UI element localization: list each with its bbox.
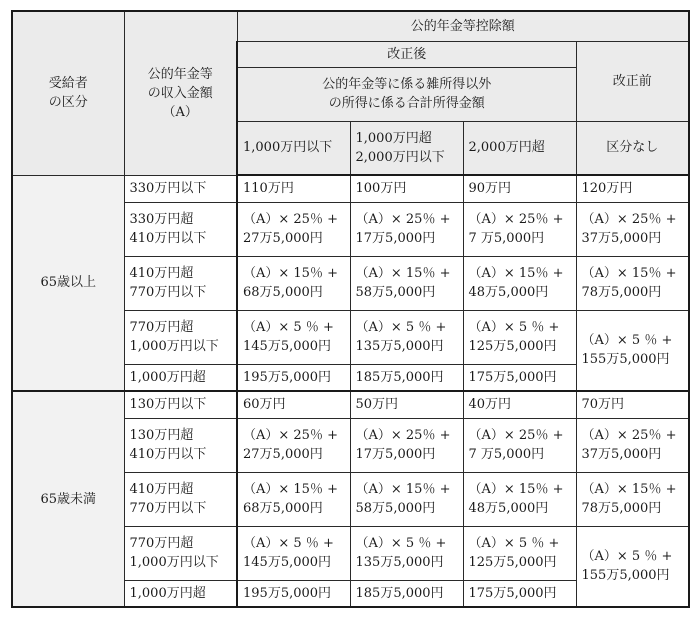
deduction-cell-under-10m: （A）× 25％ + 27万5,000円 xyxy=(237,202,350,256)
header-deduction-title: 公的年金等控除額 xyxy=(237,11,689,41)
deduction-cell-under-10m: 60万円 xyxy=(237,391,350,418)
deduction-cell-10m-20m: （A）× 5 ％ + 135万5,000円 xyxy=(350,310,463,364)
deduction-cell-under-10m: 195万5,000円 xyxy=(237,364,350,391)
deduction-cell-10m-20m: （A）× 25％ + 17万5,000円 xyxy=(350,418,463,472)
deduction-cell-before-revision: 120万円 xyxy=(576,175,689,202)
deduction-cell-over-20m: 40万円 xyxy=(463,391,576,418)
income-range-cell: 410万円超 770万円以下 xyxy=(124,256,237,310)
deduction-cell-before-revision: （A）× 25％ + 37万5,000円 xyxy=(576,202,689,256)
deduction-cell-under-10m: （A）× 25％ + 27万5,000円 xyxy=(237,418,350,472)
income-range-cell: 330万円以下 xyxy=(124,175,237,202)
deduction-cell-over-20m: （A）× 15％ + 48万5,000円 xyxy=(463,472,576,526)
header-recipient-category: 受給者 の区分 xyxy=(12,11,124,175)
income-range-cell: 1,000万円超 xyxy=(124,580,237,607)
deduction-cell-over-20m: （A）× 25％ + 7 万5,000円 xyxy=(463,418,576,472)
deduction-cell-10m-20m: （A）× 15％ + 58万5,000円 xyxy=(350,472,463,526)
recipient-category-label: 65歳以上 xyxy=(12,175,124,391)
deduction-cell-over-20m: （A）× 5 ％ + 125万5,000円 xyxy=(463,310,576,364)
deduction-cell-before-revision: （A）× 15％ + 78万5,000円 xyxy=(576,256,689,310)
header-col-over-20m: 2,000万円超 xyxy=(463,121,576,175)
deduction-cell-before-revision: （A）× 5 ％ + 155万5,000円 xyxy=(576,310,689,391)
recipient-category-label: 65歳未満 xyxy=(12,391,124,607)
income-range-cell: 770万円超 1,000万円以下 xyxy=(124,526,237,580)
deduction-cell-10m-20m: 100万円 xyxy=(350,175,463,202)
income-range-cell: 130万円超 410万円以下 xyxy=(124,418,237,472)
deduction-cell-10m-20m: （A）× 5 ％ + 135万5,000円 xyxy=(350,526,463,580)
deduction-cell-before-revision: （A）× 15％ + 78万5,000円 xyxy=(576,472,689,526)
deduction-cell-under-10m: （A）× 5 ％ + 145万5,000円 xyxy=(237,310,350,364)
header-before-revision: 改正前 xyxy=(576,41,689,121)
header-col-under-10m: 1,000万円以下 xyxy=(237,121,350,175)
deduction-cell-over-20m: （A）× 5 ％ + 125万5,000円 xyxy=(463,526,576,580)
deduction-cell-under-10m: （A）× 15％ + 68万5,000円 xyxy=(237,472,350,526)
header-other-income: 公的年金等に係る雑所得以外 の所得に係る合計所得金額 xyxy=(237,67,576,121)
deduction-cell-over-20m: 175万5,000円 xyxy=(463,580,576,607)
deduction-cell-under-10m: 195万5,000円 xyxy=(237,580,350,607)
deduction-cell-10m-20m: 50万円 xyxy=(350,391,463,418)
income-range-cell: 330万円超 410万円以下 xyxy=(124,202,237,256)
deduction-cell-over-20m: 175万5,000円 xyxy=(463,364,576,391)
deduction-cell-10m-20m: （A）× 15％ + 58万5,000円 xyxy=(350,256,463,310)
deduction-cell-over-20m: （A）× 15％ + 48万5,000円 xyxy=(463,256,576,310)
income-range-cell: 770万円超 1,000万円以下 xyxy=(124,310,237,364)
deduction-cell-over-20m: 90万円 xyxy=(463,175,576,202)
deduction-cell-before-revision: （A）× 25％ + 37万5,000円 xyxy=(576,418,689,472)
income-range-cell: 410万円超 770万円以下 xyxy=(124,472,237,526)
deduction-cell-over-20m: （A）× 25％ + 7 万5,000円 xyxy=(463,202,576,256)
deduction-cell-10m-20m: （A）× 25％ + 17万5,000円 xyxy=(350,202,463,256)
table-row xyxy=(12,175,689,202)
deduction-cell-under-10m: （A）× 5 ％ + 145万5,000円 xyxy=(237,526,350,580)
deduction-cell-before-revision: 70万円 xyxy=(576,391,689,418)
deduction-cell-under-10m: （A）× 15％ + 68万5,000円 xyxy=(237,256,350,310)
header-after-revision: 改正後 xyxy=(237,41,576,67)
table-row xyxy=(12,391,689,418)
income-range-cell: 130万円以下 xyxy=(124,391,237,418)
header-col-10m-20m: 1,000万円超 2,000万円以下 xyxy=(350,121,463,175)
pension-deduction-table xyxy=(11,10,690,608)
deduction-cell-10m-20m: 185万5,000円 xyxy=(350,580,463,607)
deduction-cell-before-revision: （A）× 5 ％ + 155万5,000円 xyxy=(576,526,689,607)
income-range-cell: 1,000万円超 xyxy=(124,364,237,391)
deduction-cell-under-10m: 110万円 xyxy=(237,175,350,202)
header-pension-income: 公的年金等 の収入金額 （A） xyxy=(124,11,237,175)
header-col-no-division: 区分なし xyxy=(576,121,689,175)
deduction-cell-10m-20m: 185万5,000円 xyxy=(350,364,463,391)
